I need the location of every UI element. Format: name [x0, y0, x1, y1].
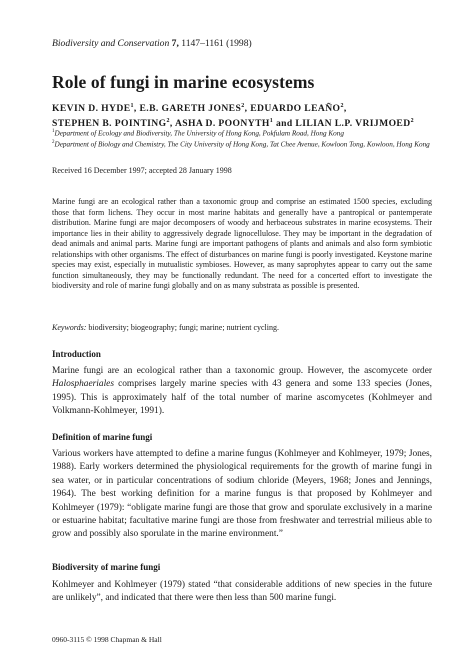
author-name: , ASHA D. POONYTH	[169, 118, 270, 130]
paper-title: Role of fungi in marine ecosystems	[52, 72, 315, 92]
affiliation-mark: 2	[52, 140, 55, 146]
author-affil-mark: 2	[340, 103, 344, 109]
keywords-text: biodiversity; biogeography; fungi; marine; nutrient cycling.	[86, 323, 279, 332]
affiliation-text: Department of Biology and Chemistry, The City University of Hong Kong, Tat Chee Avenue, Kowloon Tong, Kowloon, Hong Kong	[54, 140, 430, 149]
author-affil-mark: 1	[130, 103, 134, 109]
running-head	[52, 38, 252, 49]
keywords-label: Keywords:	[52, 323, 87, 332]
affiliation-mark: 1	[52, 129, 55, 134]
journal-pages: 1147–1161 (1998)	[181, 38, 252, 49]
affiliation-1	[52, 127, 437, 138]
biodiversity-paragraph: Kohlmeyer and Kohlmeyer (1979) stated “that considerable additions of new species in the future are unlikely”, and indicated that there were then less than 500 marine fungi.	[52, 580, 432, 604]
author-affil-mark: 2	[166, 118, 170, 125]
author-affil-mark: 1	[269, 118, 274, 125]
keywords	[52, 323, 432, 332]
section-heading-biodiversity: Biodiversity of marine fungi	[52, 562, 161, 572]
author-affil-mark: 2	[241, 103, 245, 109]
author-name: STEPHEN B. POINTING	[52, 118, 167, 130]
author-name: , EDUARDO LEAÑO	[244, 103, 341, 115]
author-name: KEVIN D. HYDE	[52, 103, 131, 115]
copyright-footer: 0960-3115 © 1998 Chapman & Hall	[52, 635, 162, 644]
introduction-text: Marine fungi are an ecological rather than a taxonomic group. However, the ascomycete order	[52, 366, 432, 376]
affiliation-2	[52, 138, 437, 149]
author-name: and LILIAN L.P. VRIJMOED	[273, 118, 411, 130]
section-heading-definition: Definition of marine fungi	[52, 432, 153, 442]
journal-volume: 7,	[171, 38, 179, 49]
introduction-text: comprises largely marine species with 43 genera and some 133 species (Jones, 1995). This is approximately half of the total number of marine ascomycetes (Kohlmeyer and Volkmann-Kohlmeyer, 1991).	[52, 379, 432, 417]
affiliation-text: Department of Ecology and Biodiversity, The University of Hong Kong, Pokfulam Road, Hong Kong	[54, 129, 344, 138]
journal-name: Biodiversity and Conservation	[52, 38, 170, 49]
author-affil-mark: 2	[410, 118, 414, 125]
author-list	[52, 100, 432, 130]
received-date: Received 16 December 1997; accepted 28 January 1998	[52, 166, 232, 175]
affiliations	[52, 127, 437, 150]
taxon-name: Halosphaeriales	[52, 379, 114, 390]
author-name: , E.B. GARETH JONES	[133, 103, 242, 115]
abstract: Marine fungi are an ecological rather than a taxonomic group and comprise an estimated 1500 species, excluding those that form lichens. They occur in most marine habitats and generally have a pantropical or pantemperate distribution. Marine fungi are major decomposers of woody and herbaceous substrates in marine ecosystems. Their importance lies in their ability to aggressively degrade lignocellulose. They may be important in the degradation of dead animals and animal parts. Marine fungi are important pathogens of plants and animals and also form symbiotic relationships with other organisms. The effect of disturbances on marine fungi is poorly investigated. Keystone marine species may exist, especially in mutualistic symbioses. However, as many saprophytes appear to carry out the same function simultaneously, they may be functionally redundant. The need for a concerted effort to investigate the biodiversity and role of marine fungi globally and on as many substrata as possible is presented.	[52, 197, 432, 291]
definition-paragraph: Various workers have attempted to define a marine fungus (Kohlmeyer and Kohlmeyer, 1979; Jones, 1988). Early workers determined the physiological requirements for the growth of marine fungi in sea water, or in particular concentrations of sodium chloride (Meyers, 1968; Jones and Jennings, 1964). The best working definition for a marine fungus is that proposed by Kohlmeyer and Kohlmeyer (1979): “obligate marine fungi are those that grow and sporulate exclusively in a marine or estuarine habitat; facultative marine fungi are those from freshwater and terrestrial milieus able to grow and possibly also sporulate in the marine environment.”	[52, 449, 432, 540]
section-heading-introduction: Introduction	[52, 349, 101, 359]
introduction-paragraph	[52, 365, 432, 419]
author-separator: ,	[343, 103, 347, 115]
